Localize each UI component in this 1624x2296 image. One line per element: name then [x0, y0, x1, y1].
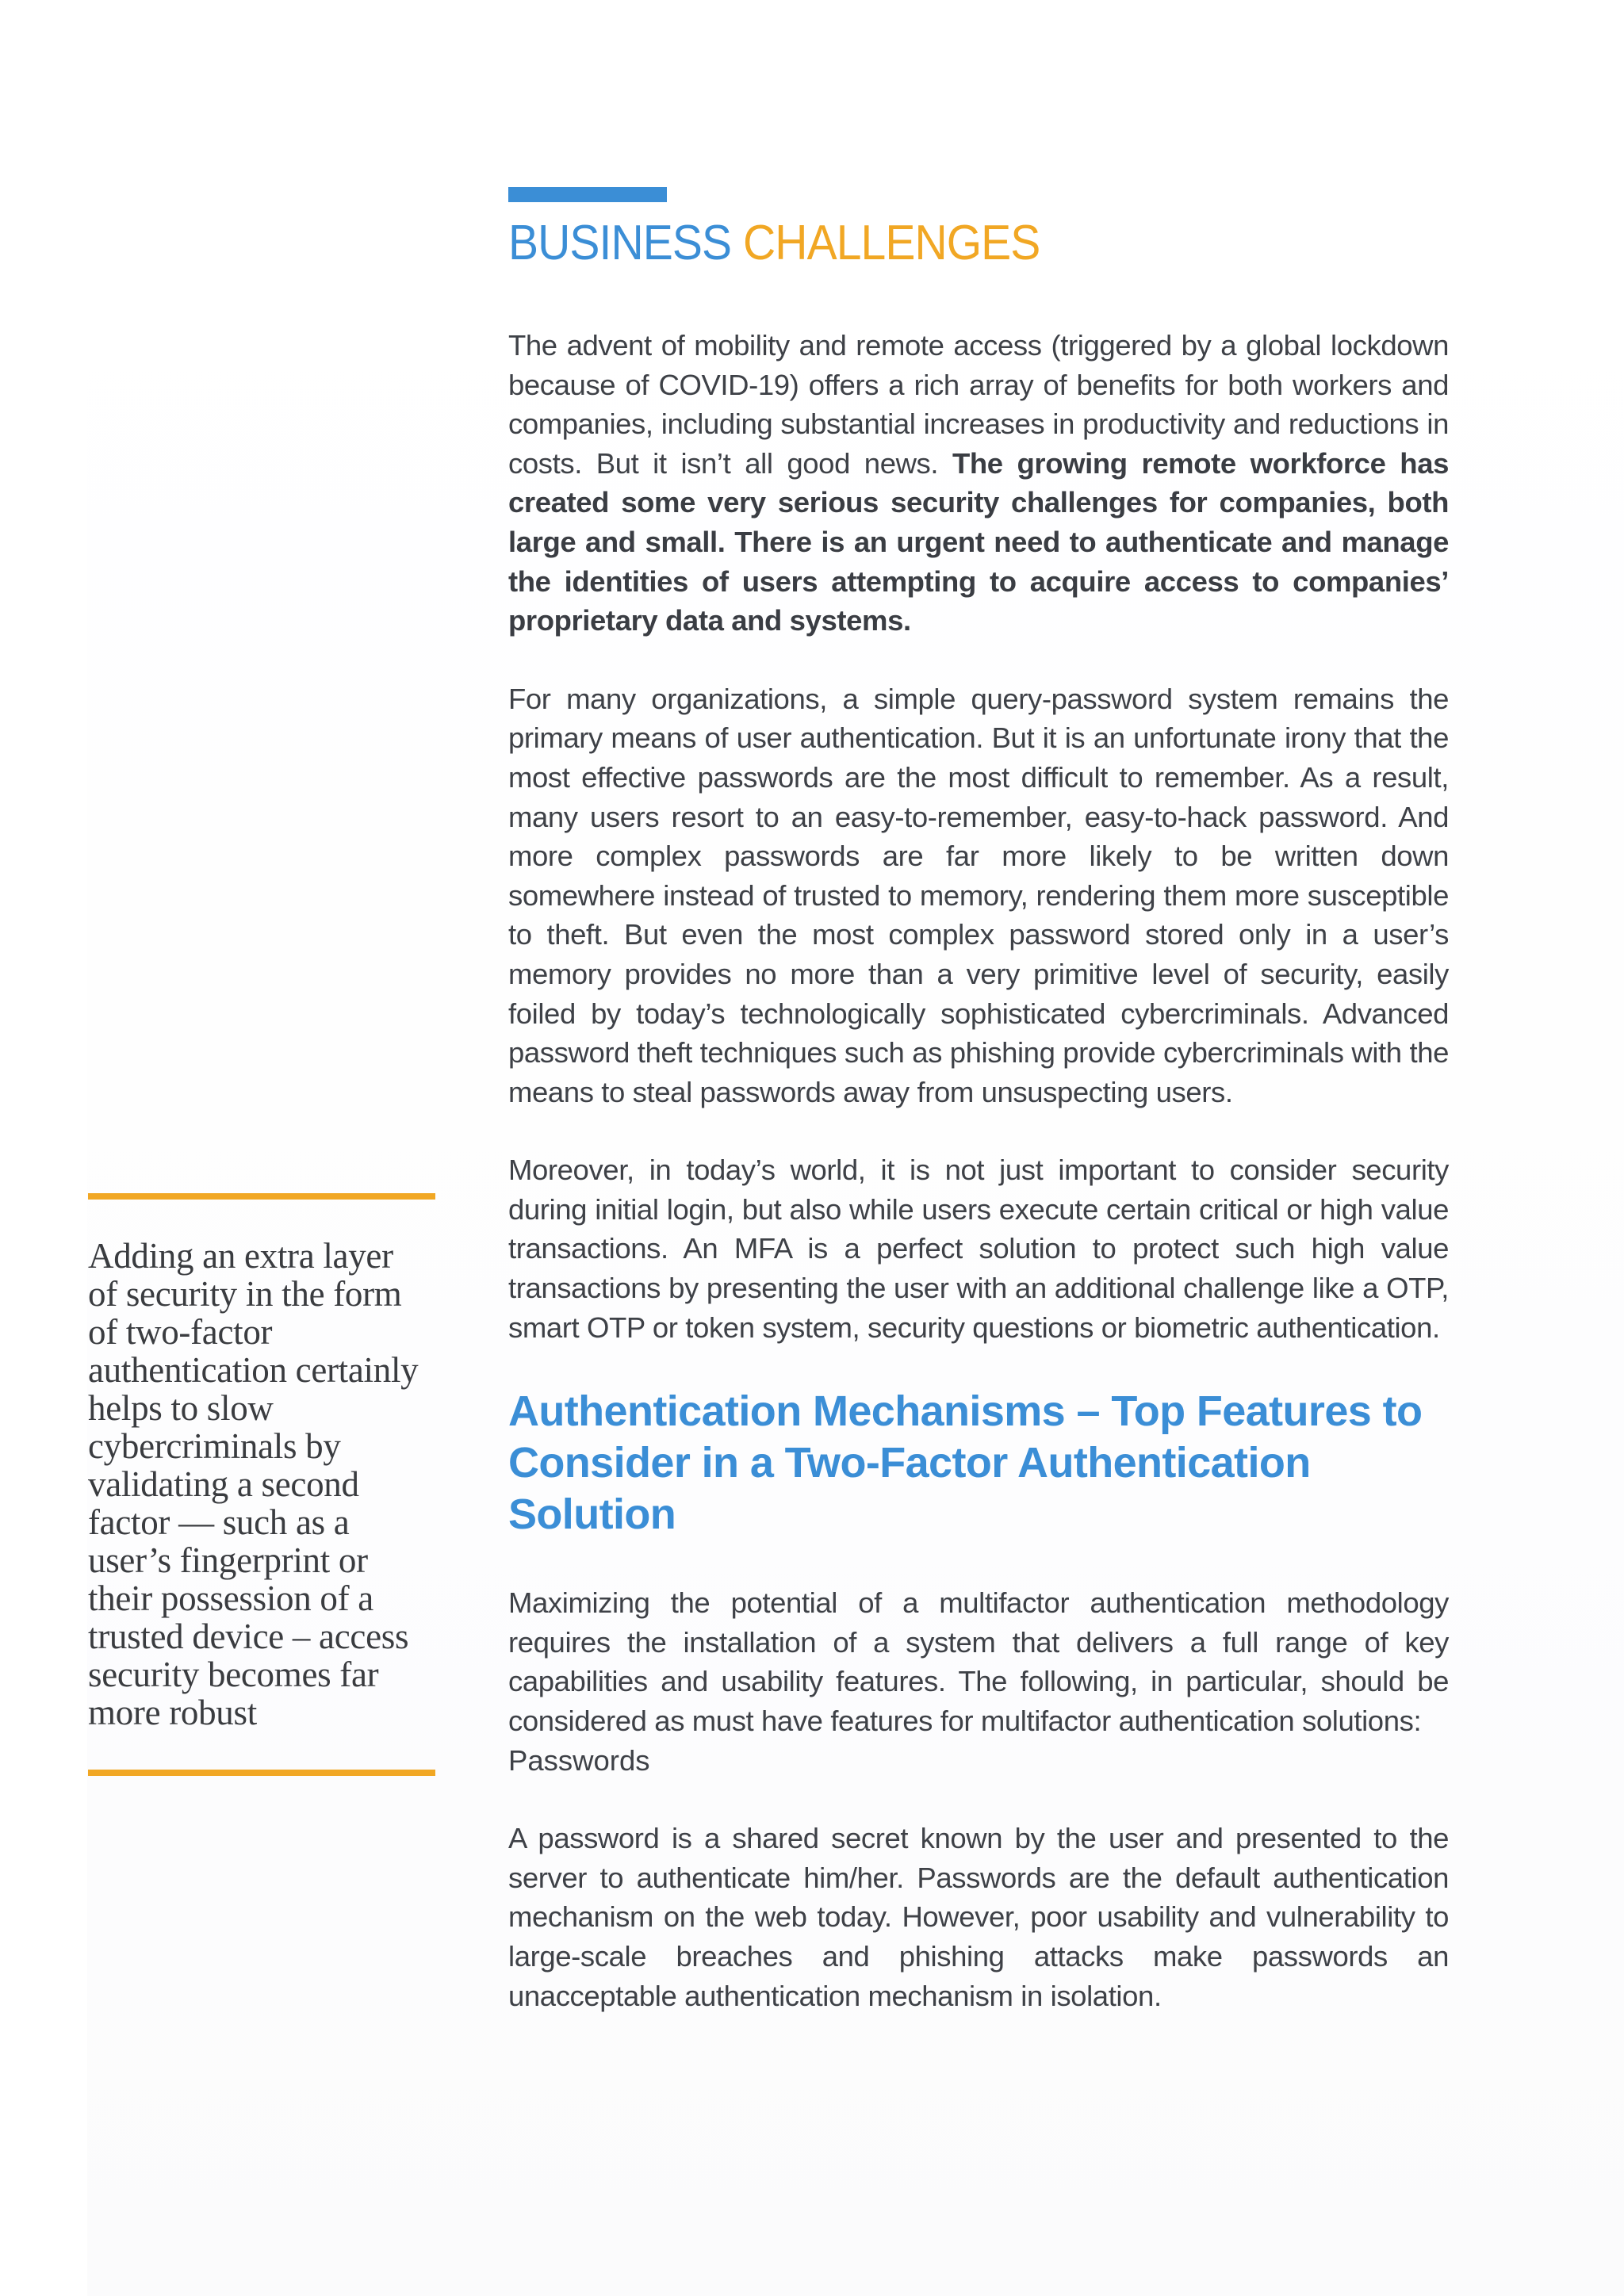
paragraph-features-intro: Maximizing the potential of a multifactor authentication methodology requires the installation of a system that delivers a full range of key capabilities and usability features. The following, in particular, should be considered as must have features for multifactor authentication solutions:: [508, 1586, 1449, 1738]
paragraph-intro: [508, 326, 1449, 641]
page-title-part1: BUSINESS: [508, 216, 732, 270]
pullquote-text: Adding an extra layer of security in the form of two-factor authentication certainly helps to slow cybercriminals by validating a second factor — such as a user’s fingerprint or their possession of a trusted device – access security becomes far more robust: [88, 1236, 419, 1732]
page-title-part2: CHALLENGES: [743, 216, 1040, 270]
main-column: [508, 187, 1449, 2054]
paragraph-high-value-transactions: Moreover, in today’s world, it is not just important to consider security during initial login, but also while users execute certain critical or high value transactions. An MFA is a perfect solution to protect such high value transactions by presenting the user with an additional challenge like a OTP, smart OTP or token system, security questions or biometric authentication.: [508, 1154, 1449, 1344]
pullquote-top-rule: [88, 1193, 435, 1200]
pullquote-bottom-rule: [88, 1770, 435, 1776]
paragraph-intro-regular: The advent of mobility and remote access (triggered by a global lockdown because of COVID-19) offers a rich array of benefits for both workers and companies, including substantial increases in productivity and reductions in costs. But it isn’t all good news.: [508, 329, 1449, 480]
paragraph-intro-bold: The growing remote workforce has created some very serious security challenges for companies, both large and small. There is an urgent need to authenticate and manage the identities of users attempting to acquire access to companies’ proprietary data and systems.: [508, 446, 1449, 637]
title-accent-bar: [508, 187, 667, 202]
page-title: [508, 215, 1373, 272]
subheading-passwords: Passwords: [508, 1743, 650, 1777]
paragraph-password-definition: A password is a shared secret known by the user and presented to the server to authenticate him/her. Passwords are the default authentication mechanism on the web today. However, poor usability and vulnerability to large-scale breaches and phishing attacks make passwords an unacceptable authentication mechanism in isolation.: [508, 1822, 1449, 2012]
pullquote: [88, 1193, 435, 1776]
section-heading: Authentication Mechanisms – Top Features to Consider in a Two-Factor Authentication Solution: [508, 1387, 1423, 1539]
paragraph-passwords-problem: For many organizations, a simple query-password system remains the primary means of user authentication. But it is an unfortunate irony that the most effective passwords are the most difficult to remember. As a result, many users resort to an easy-to-remember, easy-to-hack password. And more complex passwords are far more likely to be written down somewhere instead of trusted to memory, rendering them more susceptible to theft. But even the most complex password stored only in a user’s memory provides no more than a very primitive level of security, easily foiled by today’s technologically sophisticated cybercriminals. Advanced password theft techniques such as phishing provide cybercriminals with the means to steal passwords away from unsuspecting users.: [508, 682, 1449, 1108]
